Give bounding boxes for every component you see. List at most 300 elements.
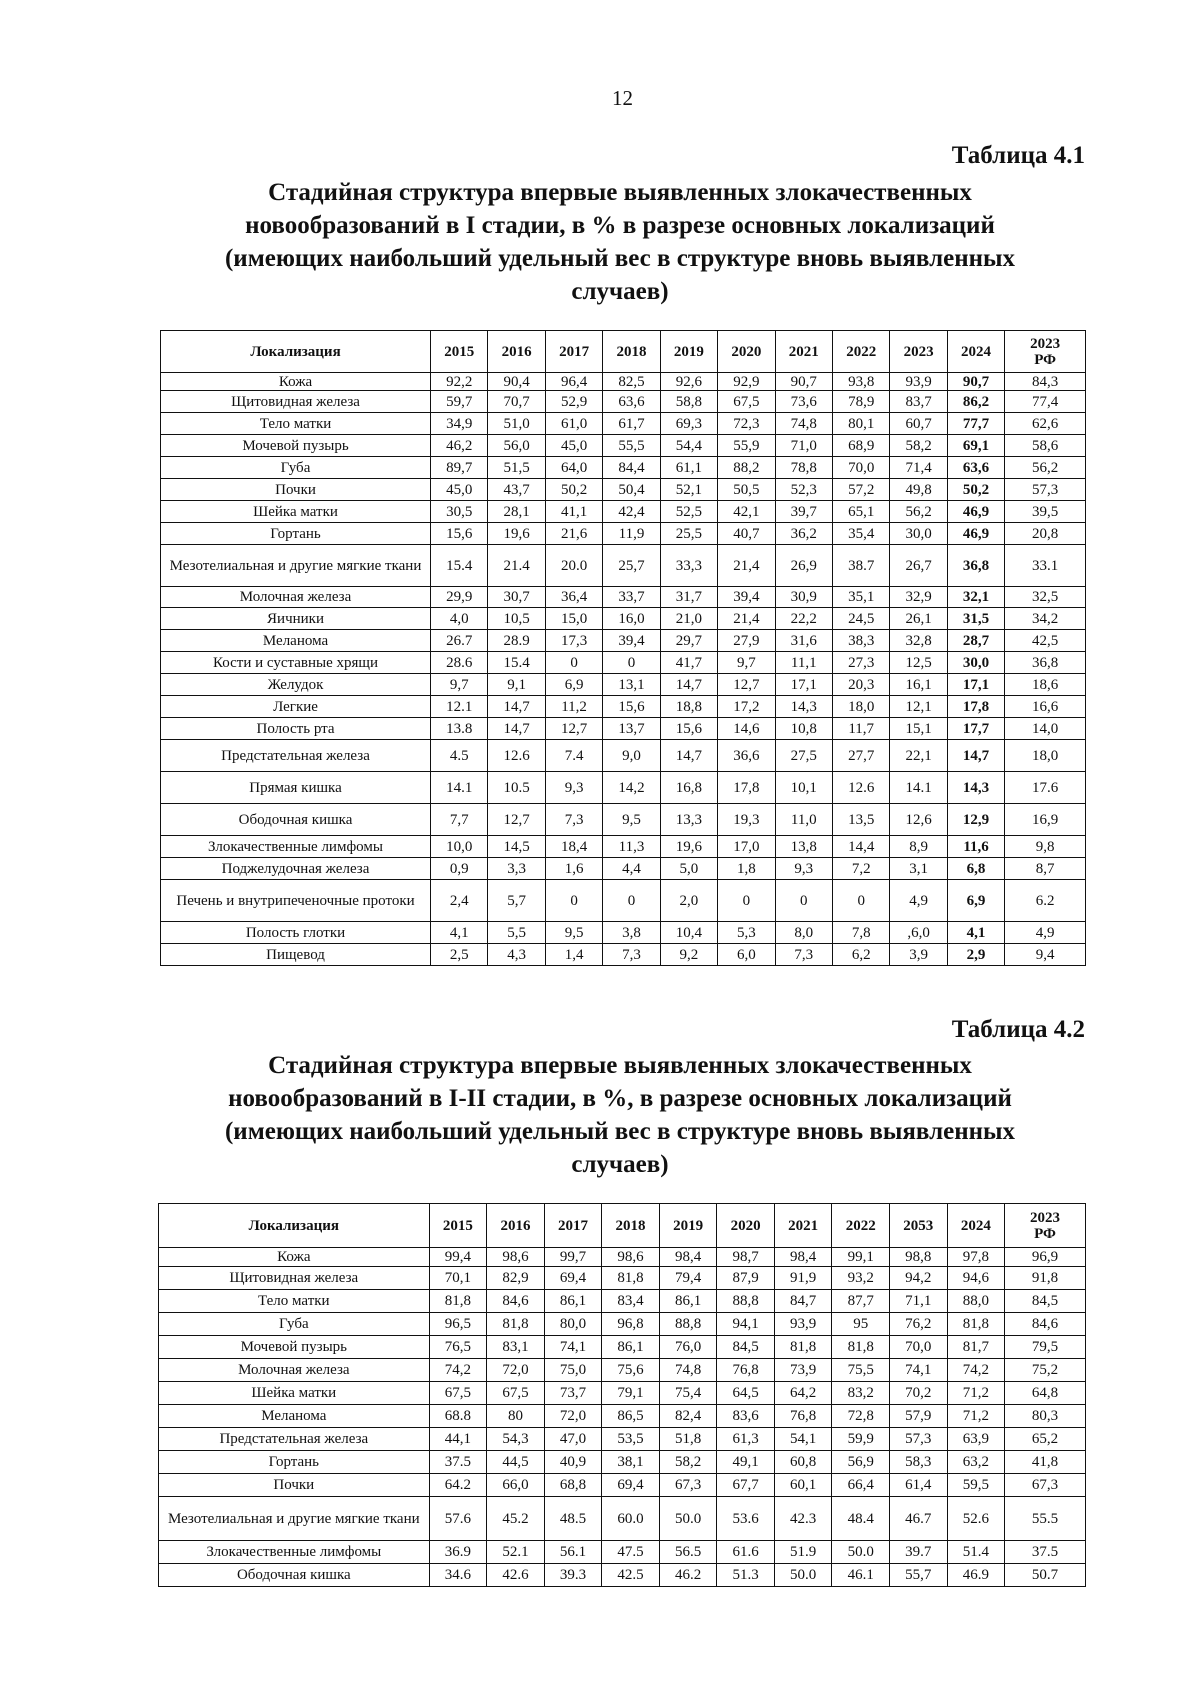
value-cell: 80,3 [1005,1405,1086,1428]
value-cell: 42,5 [1005,630,1086,652]
table-row [161,391,1086,413]
value-cell: 67,7 [717,1474,775,1497]
value-cell: 32,1 [947,587,1004,608]
value-cell: 72,8 [832,1405,890,1428]
table1 [160,330,1086,966]
value-cell: 32,9 [890,587,947,608]
value-cell: 10,5 [488,608,545,630]
value-cell: 11,7 [832,718,889,740]
value-cell: 67,5 [718,391,775,413]
value-cell: 82,9 [487,1267,545,1290]
row-label: Яичники [161,608,431,630]
row-label: Легкие [161,696,431,718]
value-cell: 61,0 [545,413,602,435]
value-cell: 83,2 [832,1382,890,1405]
value-cell: 81,8 [774,1336,832,1359]
header-cell: 2053 [890,1204,948,1248]
value-cell: 63,9 [947,1428,1005,1451]
value-cell: 19,6 [488,523,545,545]
value-cell: 37.5 [1005,1541,1086,1564]
value-cell: 74,2 [947,1359,1005,1382]
value-cell: 69,4 [544,1267,602,1290]
row-label: Мочевой пузырь [159,1336,430,1359]
value-cell: 28,7 [947,630,1004,652]
value-cell: 46,9 [947,523,1004,545]
value-cell: 75,5 [832,1359,890,1382]
value-cell: 51.9 [774,1541,832,1564]
table-row [159,1248,1086,1267]
value-cell: 51.3 [717,1564,775,1587]
value-cell: 61,4 [890,1474,948,1497]
value-cell: 86,1 [602,1336,660,1359]
value-cell: 18,6 [1005,674,1086,696]
value-cell: 16,9 [1005,804,1086,836]
table2-title-line: новообразований в I-II стадии, в %, в разрезе основных локализаций [228,1085,1012,1112]
value-cell: 12,7 [718,674,775,696]
value-cell: 94,2 [890,1267,948,1290]
value-cell: 98,6 [487,1248,545,1267]
value-cell: 14,3 [775,696,832,718]
table-row [161,804,1086,836]
value-cell: 14.1 [890,772,947,804]
header-cell: 2017 [544,1204,602,1248]
value-cell: 12,5 [890,652,947,674]
value-cell: 50,2 [947,479,1004,501]
value-cell: 36.9 [429,1541,487,1564]
value-cell: 9,1 [488,674,545,696]
table-row [161,457,1086,479]
value-cell: 63,6 [603,391,660,413]
value-cell: 46,2 [431,435,488,457]
value-cell: 55,5 [603,435,660,457]
value-cell: 46.1 [832,1564,890,1587]
value-cell: 52,3 [775,479,832,501]
value-cell: 82,5 [603,373,660,391]
value-cell: 32,5 [1005,587,1086,608]
value-cell: 91,9 [774,1267,832,1290]
value-cell: 48.5 [544,1497,602,1541]
row-label: Кожа [159,1248,430,1267]
value-cell: 17,3 [545,630,602,652]
value-cell: 10,8 [775,718,832,740]
row-label: Полость рта [161,718,431,740]
value-cell: 30,9 [775,587,832,608]
value-cell: 16,8 [660,772,717,804]
header-cell: 2021 [775,331,832,373]
row-label: Предстательная железа [161,740,431,772]
value-cell: 52,9 [545,391,602,413]
value-cell: 68,9 [832,435,889,457]
table-row [161,944,1086,966]
value-cell: 63,6 [947,457,1004,479]
value-cell: 59,5 [947,1474,1005,1497]
value-cell: 46.2 [659,1564,717,1587]
value-cell: 26,9 [775,545,832,587]
value-cell: 78,9 [832,391,889,413]
header-cell: 2017 [545,331,602,373]
value-cell: 38.7 [832,545,889,587]
table-row [161,435,1086,457]
value-cell: 50.7 [1005,1564,1086,1587]
value-cell: 15.4 [488,652,545,674]
table-row [159,1382,1086,1405]
value-cell: 17,8 [947,696,1004,718]
value-cell: 49,1 [717,1451,775,1474]
table-row [161,718,1086,740]
value-cell: 35,1 [832,587,889,608]
value-cell: 18,4 [545,836,602,858]
value-cell: 61,3 [717,1428,775,1451]
value-cell: 73,9 [774,1359,832,1382]
table2 [158,1203,1086,1587]
value-cell: 0 [718,880,775,922]
value-cell: 40,7 [718,523,775,545]
value-cell: 92,2 [431,373,488,391]
value-cell: 88,8 [717,1290,775,1313]
value-cell: 48.4 [832,1497,890,1541]
value-cell: 0,9 [431,858,488,880]
value-cell: 9,7 [718,652,775,674]
value-cell: 50.0 [832,1541,890,1564]
value-cell: 7,8 [832,922,889,944]
value-cell: 15,1 [890,718,947,740]
value-cell: 64,5 [717,1382,775,1405]
value-cell: 7.4 [545,740,602,772]
value-cell: 86,5 [602,1405,660,1428]
value-cell: 12,7 [488,804,545,836]
value-cell: 14.1 [431,772,488,804]
row-label: Шейка матки [159,1382,430,1405]
value-cell: 97,8 [947,1248,1005,1267]
value-cell: 54,1 [774,1428,832,1451]
value-cell: 59,7 [431,391,488,413]
value-cell: 15.4 [431,545,488,587]
value-cell: 99,1 [832,1248,890,1267]
value-cell: 94,1 [717,1313,775,1336]
value-cell: 14,0 [1005,718,1086,740]
table-row [161,836,1086,858]
value-cell: 34.6 [429,1564,487,1587]
table-row [159,1564,1086,1587]
value-cell: 14,7 [488,718,545,740]
value-cell: 59,9 [832,1428,890,1451]
value-cell: 36,2 [775,523,832,545]
value-cell: 70,1 [429,1267,487,1290]
value-cell: 58,2 [890,435,947,457]
value-cell: 30,5 [431,501,488,523]
value-cell: 99,7 [544,1248,602,1267]
value-cell: 4,0 [431,608,488,630]
value-cell: 22,1 [890,740,947,772]
value-cell: 0 [603,652,660,674]
value-cell: 51.4 [947,1541,1005,1564]
table-row [161,501,1086,523]
value-cell: 61,1 [660,457,717,479]
table-row [161,652,1086,674]
table1-header-row [161,331,1086,373]
row-label: Меланома [161,630,431,652]
value-cell: 76,5 [429,1336,487,1359]
value-cell: 9,3 [545,772,602,804]
value-cell: 28,1 [488,501,545,523]
value-cell: 84,6 [1005,1313,1086,1336]
value-cell: 84,7 [774,1290,832,1313]
value-cell: 77,4 [1005,391,1086,413]
value-cell: 69,3 [660,413,717,435]
value-cell: 0 [545,652,602,674]
value-cell: 6.2 [1005,880,1086,922]
value-cell: 98,8 [890,1248,948,1267]
value-cell: 12.6 [832,772,889,804]
table-row [159,1405,1086,1428]
value-cell: 36,8 [1005,652,1086,674]
value-cell: 4,1 [431,922,488,944]
value-cell: 36,8 [947,545,1004,587]
value-cell: 67,5 [487,1382,545,1405]
value-cell: 83,7 [890,391,947,413]
table2-caption: Таблица 4.2 [951,1016,1085,1043]
value-cell: 42,4 [603,501,660,523]
value-cell: 6,8 [947,858,1004,880]
value-cell: 81,8 [602,1267,660,1290]
header-cell: 2018 [603,331,660,373]
header-cell: 2015 [429,1204,487,1248]
value-cell: 17,1 [775,674,832,696]
value-cell: 44,1 [429,1428,487,1451]
value-cell: 14,6 [718,718,775,740]
value-cell: 29,9 [431,587,488,608]
value-cell: 68,8 [544,1474,602,1497]
row-label: Шейка матки [161,501,431,523]
value-cell: 83,1 [487,1336,545,1359]
page-number: 12 [612,86,633,110]
value-cell: 14,7 [660,740,717,772]
value-cell: 86,1 [544,1290,602,1313]
value-cell: 92,9 [718,373,775,391]
value-cell: 2,5 [431,944,488,966]
value-cell: 88,0 [947,1290,1005,1313]
value-cell: 5,5 [488,922,545,944]
value-cell: 64,8 [1005,1382,1086,1405]
value-cell: 46.9 [947,1564,1005,1587]
value-cell: 61,7 [603,413,660,435]
table-row [161,772,1086,804]
value-cell: 93,9 [774,1313,832,1336]
value-cell: 60,8 [774,1451,832,1474]
value-cell: 52,5 [660,501,717,523]
value-cell: 76,0 [659,1336,717,1359]
value-cell: 7,3 [775,944,832,966]
value-cell: 14,2 [603,772,660,804]
table-row [161,545,1086,587]
value-cell: 8,0 [775,922,832,944]
value-cell: 41,1 [545,501,602,523]
value-cell: 27,7 [832,740,889,772]
value-cell: 90,7 [775,373,832,391]
table1-title-line: новообразований в I стадии, в % в разрезе основных локализаций [245,212,995,239]
table-row [161,740,1086,772]
value-cell: 69,1 [947,435,1004,457]
value-cell: 61.6 [717,1541,775,1564]
value-cell: 0 [832,880,889,922]
value-cell: 4,3 [488,944,545,966]
value-cell: 45.2 [487,1497,545,1541]
row-label: Почки [159,1474,430,1497]
value-cell: 33,7 [603,587,660,608]
value-cell: 74,8 [659,1359,717,1382]
value-cell: 36,4 [545,587,602,608]
table2-title-line: случаев) [571,1151,669,1178]
table2-header-row [159,1204,1086,1248]
value-cell: 75,6 [602,1359,660,1382]
value-cell: 76,8 [717,1359,775,1382]
value-cell: 31,6 [775,630,832,652]
value-cell: 14,3 [947,772,1004,804]
value-cell: 38,3 [832,630,889,652]
value-cell: 64.2 [429,1474,487,1497]
value-cell: 90,4 [488,373,545,391]
value-cell: 13,5 [832,804,889,836]
header-cell: 2019 [659,1204,717,1248]
value-cell: 12.6 [488,740,545,772]
value-cell: 19,3 [718,804,775,836]
value-cell: 75,4 [659,1382,717,1405]
value-cell: 19,6 [660,836,717,858]
value-cell: 25,5 [660,523,717,545]
row-label: Желудок [161,674,431,696]
value-cell: 9,2 [660,944,717,966]
value-cell: 14,4 [832,836,889,858]
value-cell: 64,0 [545,457,602,479]
value-cell: 3,9 [890,944,947,966]
value-cell: 79,5 [1005,1336,1086,1359]
table-row [161,696,1086,718]
row-label: Кости и суставные хрящи [161,652,431,674]
value-cell: 9,5 [545,922,602,944]
value-cell: 11,3 [603,836,660,858]
value-cell: 80,0 [544,1313,602,1336]
value-cell: 31,5 [947,608,1004,630]
value-cell: 46.7 [890,1497,948,1541]
value-cell: 57.6 [429,1497,487,1541]
value-cell: 27,5 [775,740,832,772]
value-cell: 20,8 [1005,523,1086,545]
header-rf-label: РФ [1034,351,1057,368]
value-cell: 49,8 [890,479,947,501]
value-cell: 17,2 [718,696,775,718]
value-cell: 51,8 [659,1428,717,1451]
value-cell: 55,7 [890,1564,948,1587]
value-cell: 56,2 [890,501,947,523]
value-cell: 40,9 [544,1451,602,1474]
value-cell: 35,4 [832,523,889,545]
value-cell: 26.7 [431,630,488,652]
header-cell: 2018 [602,1204,660,1248]
value-cell: 96,9 [1005,1248,1086,1267]
value-cell: 70,7 [488,391,545,413]
value-cell: 16,0 [603,608,660,630]
value-cell: 6,2 [832,944,889,966]
value-cell: 77,7 [947,413,1004,435]
value-cell: 45,0 [545,435,602,457]
value-cell: 1,8 [718,858,775,880]
row-label: Губа [159,1313,430,1336]
value-cell: 50,5 [718,479,775,501]
value-cell: 21,4 [718,545,775,587]
value-cell: 10,0 [431,836,488,858]
value-cell: 15,6 [660,718,717,740]
value-cell: 74,2 [429,1359,487,1382]
value-cell: 30,0 [890,523,947,545]
value-cell: 81,8 [429,1290,487,1313]
value-cell: 12.1 [431,696,488,718]
value-cell: 25,7 [603,545,660,587]
value-cell: 0 [603,880,660,922]
value-cell: 84,4 [603,457,660,479]
value-cell: 79,4 [659,1267,717,1290]
value-cell: 12,9 [947,804,1004,836]
value-cell: 72,3 [718,413,775,435]
value-cell: 87,7 [832,1290,890,1313]
table1-title-line: Стадийная структура впервые выявленных злокачественных [268,179,972,206]
value-cell: 13.8 [431,718,488,740]
value-cell: 26,1 [890,608,947,630]
row-label: Гортань [161,523,431,545]
table-row [161,922,1086,944]
value-cell: 9,0 [603,740,660,772]
value-cell: 39,7 [775,501,832,523]
value-cell: 17,1 [947,674,1004,696]
value-cell: 2,9 [947,944,1004,966]
header-cell: 2021 [774,1204,832,1248]
value-cell: 50,2 [545,479,602,501]
value-cell: 29,7 [660,630,717,652]
row-label: Кожа [161,373,431,391]
value-cell: 38,1 [602,1451,660,1474]
value-cell: 47.5 [602,1541,660,1564]
value-cell: 4,9 [1005,922,1086,944]
value-cell: 74,8 [775,413,832,435]
header-cell: Локализация [161,331,431,373]
table-row [159,1497,1086,1541]
table-row [161,523,1086,545]
value-cell: 39.3 [544,1564,602,1587]
value-cell: 20,3 [832,674,889,696]
value-cell: 0 [545,880,602,922]
value-cell: 52,1 [660,479,717,501]
value-cell: 17,7 [947,718,1004,740]
value-cell: 34,9 [431,413,488,435]
value-cell: 65,1 [832,501,889,523]
value-cell: 6,0 [718,944,775,966]
value-cell: 57,9 [890,1405,948,1428]
value-cell: 63,2 [947,1451,1005,1474]
value-cell: 17.6 [1005,772,1086,804]
table1-title-line: (имеющих наибольший удельный вес в структуре вновь выявленных [224,245,1016,272]
value-cell: 15,6 [603,696,660,718]
value-cell: 17,0 [718,836,775,858]
value-cell: 62,6 [1005,413,1086,435]
row-label: Меланома [159,1405,430,1428]
value-cell: 95 [832,1313,890,1336]
value-cell: 3,3 [488,858,545,880]
value-cell: 76,2 [890,1313,948,1336]
value-cell: 7,2 [832,858,889,880]
value-cell: 13,7 [603,718,660,740]
header-cell: 2015 [431,331,488,373]
value-cell: 56.5 [659,1541,717,1564]
value-cell: 9,3 [775,858,832,880]
